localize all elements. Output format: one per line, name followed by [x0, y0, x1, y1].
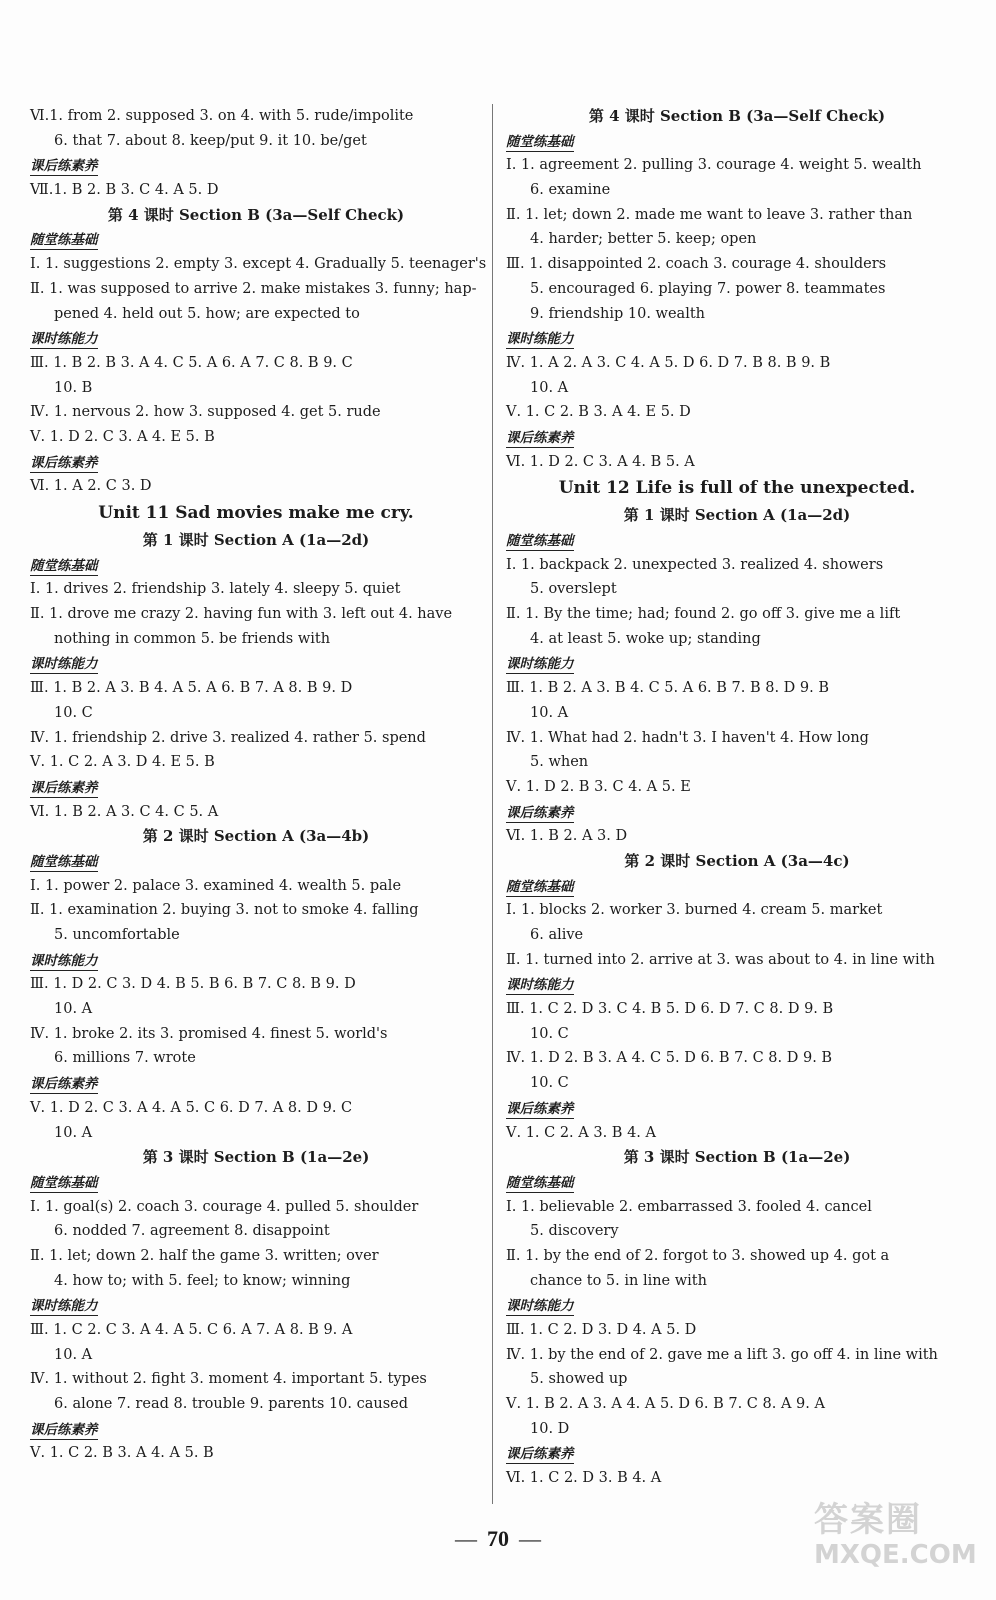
answer-line-continued: 10. A [54, 1346, 93, 1363]
answer-line: Ⅳ. 1. nervous 2. how 3. supposed 4. get 5. rude [30, 404, 381, 421]
answer-line: Ⅰ. 1. drives 2. friendship 3. lately 4. sleepy 5. quiet [30, 581, 401, 598]
answer-line: Ⅳ. 1. broke 2. its 3. promised 4. finest 5. world's [30, 1025, 388, 1042]
answer-line-continued: 5. discovery [530, 1223, 619, 1240]
answer-line: Ⅲ. 1. B 2. A 3. B 4. A 5. A 6. B 7. A 8. B 9. D [30, 680, 353, 697]
section-tag-row [506, 874, 968, 899]
section-tag: 课后练素养 [506, 804, 574, 821]
answer-line-continued: 10. A [54, 1001, 93, 1018]
answer-line: Ⅲ. 1. C 2. C 3. A 4. A 5. C 6. A 7. A 8. B 9. A [30, 1322, 353, 1338]
answer-line: Ⅲ. 1. C 2. D 3. D 4. A 5. D [506, 1322, 697, 1338]
section-tag: 随堂练基础 [30, 853, 98, 870]
answer-line-continued: 9. friendship 10. wealth [530, 305, 705, 322]
section-tag: 随堂练基础 [30, 232, 98, 249]
page-number: 70 [487, 1526, 509, 1551]
answer-line-continued: 10. A [54, 1124, 93, 1141]
answer-line: Ⅴ. 1. C 2. A 3. B 4. A [506, 1124, 656, 1141]
section-tag-row [506, 1441, 968, 1466]
section-tag: 课后练素养 [506, 1100, 574, 1117]
answer-line: Ⅲ. 1. B 2. A 3. B 4. C 5. A 6. B 7. B 8. D 9. B [506, 680, 830, 697]
answer-line: Ⅱ. 1. by the end of 2. forgot to 3. showed up 4. got a [506, 1247, 890, 1264]
right-column [506, 104, 968, 1491]
answer-line-continued: 10. B [54, 379, 93, 396]
answer-line: Ⅴ. 1. C 2. B 3. A 4. A 5. B [30, 1445, 214, 1462]
answer-line-continued: 6. millions 7. wrote [54, 1050, 196, 1067]
lesson-heading: 第 3 课时 Section B (1a—2e) [623, 1148, 851, 1167]
answer-line: Ⅰ. 1. blocks 2. worker 3. burned 4. cream 5. market [506, 902, 883, 919]
page-footer: — 70 — [455, 1526, 541, 1551]
section-tag-row [30, 651, 482, 676]
answer-line: Ⅱ. 1. let; down 2. half the game 3. written; over [30, 1247, 379, 1264]
section-tag: 随堂练基础 [506, 133, 574, 150]
section-tag: 课后练素养 [506, 1446, 574, 1463]
section-tag-row [506, 326, 968, 351]
answer-line: Ⅳ. 1. D 2. B 3. A 4. C 5. D 6. B 7. C 8. D 9. B [506, 1050, 833, 1067]
answer-line: Ⅳ. 1. What had 2. hadn't 3. I haven't 4. How long [506, 729, 869, 746]
lesson-heading: 第 4 课时 Section B (3a—Self Check) [107, 205, 405, 224]
answer-line: Ⅰ. 1. agreement 2. pulling 3. courage 4. weight 5. wealth [506, 157, 922, 174]
section-tag: 课时练能力 [506, 1298, 574, 1315]
watermark-text: 答案圈 [814, 1500, 922, 1540]
section-tag: 随堂练基础 [30, 557, 98, 574]
section-tag-row [30, 1417, 482, 1442]
answer-line: Ⅳ. 1. A 2. A 3. C 4. A 5. D 6. D 7. B 8. B 9. B [506, 354, 831, 371]
section-tag: 课时练能力 [30, 952, 98, 969]
section-tag: 课后练素养 [30, 454, 98, 471]
answer-line: Ⅱ. 1. was supposed to arrive 2. make mistakes 3. funny; hap- [30, 280, 477, 297]
answer-line: Ⅳ. 1. friendship 2. drive 3. realized 4. rather 5. spend [30, 729, 426, 746]
section-tag-row [506, 425, 968, 450]
section-tag: 课时练能力 [30, 656, 98, 673]
answer-line: Ⅴ. 1. C 2. A 3. D 4. E 5. B [30, 754, 215, 771]
section-tag: 课时练能力 [506, 977, 574, 994]
section-tag: 随堂练基础 [506, 1174, 574, 1191]
answer-line-continued: 10. A [530, 379, 569, 396]
section-tag: 课时练能力 [506, 656, 574, 673]
lesson-heading: 第 1 课时 Section A (1a—2d) [623, 506, 851, 525]
section-tag-row [506, 1170, 968, 1195]
section-tag-row [506, 129, 968, 154]
answer-line-continued: 10. A [530, 704, 569, 721]
answer-line-continued: 5. overslept [530, 581, 617, 598]
answer-line: Ⅵ. 1. A 2. C 3. D [30, 478, 152, 495]
answer-line-continued: 10. C [54, 704, 93, 721]
answer-line-continued: 10. D [530, 1420, 570, 1437]
section-tag-row [30, 849, 482, 874]
section-tag-row [30, 227, 482, 252]
section-tag-row [30, 775, 482, 800]
section-tag: 课时练能力 [506, 331, 574, 348]
section-tag-row [506, 1293, 968, 1318]
answer-line: Ⅴ. 1. D 2. B 3. C 4. A 5. E [506, 778, 691, 795]
lesson-heading: 第 3 课时 Section B (1a—2e) [142, 1148, 370, 1167]
answer-line: Ⅵ. 1. D 2. C 3. A 4. B 5. A [506, 453, 695, 470]
answer-line: Ⅰ. 1. backpack 2. unexpected 3. realized 4. showers [506, 556, 884, 573]
section-tag-row [30, 450, 482, 475]
answer-line-continued: chance to 5. in line with [530, 1272, 707, 1289]
section-tag: 随堂练基础 [30, 1174, 98, 1191]
answer-line-continued: 5. showed up [530, 1371, 628, 1388]
answer-line: Ⅵ. 1. B 2. A 3. C 4. C 5. A [30, 803, 219, 820]
answer-line: Ⅱ. 1. turned into 2. arrive at 3. was about to 4. in line with [506, 951, 935, 968]
section-tag-row [506, 528, 968, 553]
section-tag-row [30, 326, 482, 351]
answer-line: Ⅴ. 1. D 2. C 3. A 4. E 5. B [30, 428, 215, 445]
answer-line-continued: 6. that 7. about 8. keep/put 9. it 10. be/get [54, 132, 367, 149]
answer-line-continued: 4. at least 5. woke up; standing [530, 630, 761, 647]
answer-line-continued: 10. C [530, 1075, 569, 1092]
answer-line: Ⅳ. 1. without 2. fight 3. moment 4. important 5. types [30, 1371, 427, 1388]
lesson-heading: 第 2 课时 Section A (3a—4c) [624, 851, 850, 870]
answer-line: Ⅰ. 1. suggestions 2. empty 3. except 4. Gradually 5. teenager's [30, 256, 487, 273]
answer-line: Ⅰ. 1. believable 2. embarrassed 3. fooled 4. cancel [506, 1198, 872, 1215]
answer-line: Ⅰ. 1. goal(s) 2. coach 3. courage 4. pulled 5. shoulder [30, 1198, 419, 1215]
section-tag-row [506, 800, 968, 825]
lesson-heading: 第 2 课时 Section A (3a—4b) [142, 827, 370, 846]
watermark-url: MXQE.COM [814, 1540, 977, 1570]
answer-line: Ⅲ. 1. disappointed 2. coach 3. courage 4. shoulders [506, 256, 887, 273]
unit-title: Unit 11 Sad movies make me cry. [98, 503, 414, 523]
answer-line: Ⅳ. 1. by the end of 2. gave me a lift 3. go off 4. in line with [506, 1346, 938, 1363]
answer-line-continued: 5. encouraged 6. playing 7. power 8. teammates [530, 280, 886, 297]
answer-line: Ⅱ. 1. examination 2. buying 3. not to smoke 4. falling [30, 902, 419, 919]
section-tag: 课后练素养 [30, 1076, 98, 1093]
answer-line: Ⅵ. 1. B 2. A 3. D [506, 828, 628, 845]
section-tag: 课时练能力 [30, 331, 98, 348]
section-tag-row [30, 153, 482, 178]
section-tag-row [30, 553, 482, 578]
answer-line: Ⅰ. 1. power 2. palace 3. examined 4. wealth 5. pale [30, 877, 402, 894]
answer-line-continued: 6. nodded 7. agreement 8. disappoint [54, 1223, 330, 1240]
section-tag-row [30, 948, 482, 973]
answer-line-continued: nothing in common 5. be friends with [54, 630, 331, 647]
section-tag-row [30, 1293, 482, 1318]
answer-line: Ⅲ. 1. D 2. C 3. D 4. B 5. B 6. B 7. C 8. B 9. D [30, 976, 356, 993]
unit-title: Unit 12 Life is full of the unexpected. [558, 478, 916, 499]
answer-line-continued: 4. how to; with 5. feel; to know; winning [54, 1272, 351, 1289]
answer-line: Ⅲ. 1. C 2. D 3. C 4. B 5. D 6. D 7. C 8. D 9. B [506, 1001, 834, 1018]
answer-line-continued: 5. uncomfortable [54, 927, 180, 943]
lesson-heading: 第 1 课时 Section A (1a—2d) [142, 531, 370, 549]
section-tag-row [506, 972, 968, 997]
section-tag-row [30, 1170, 482, 1195]
answer-line-continued: 10. C [530, 1025, 569, 1042]
left-column [30, 104, 487, 1466]
answer-line-continued: pened 4. held out 5. how; are expected to [54, 305, 360, 322]
answer-line: Ⅱ. 1. drove me crazy 2. having fun with 3. left out 4. have [30, 606, 453, 623]
answer-line: Ⅱ. 1. let; down 2. made me want to leave 3. rather than [506, 206, 913, 223]
section-tag: 课后练素养 [30, 158, 98, 175]
answer-line-continued: 5. when [530, 754, 589, 771]
section-tag: 课后练素养 [506, 429, 574, 446]
answer-line-continued: 4. harder; better 5. keep; open [530, 231, 757, 248]
answer-line: Ⅱ. 1. By the time; had; found 2. go off 3. give me a lift [506, 606, 901, 623]
section-tag: 随堂练基础 [506, 878, 574, 895]
answer-line: Ⅶ.1. B 2. B 3. C 4. A 5. D [30, 182, 219, 199]
answer-line: Ⅴ. 1. B 2. A 3. A 4. A 5. D 6. B 7. C 8. A 9. A [506, 1396, 825, 1413]
answer-line-continued: 6. alive [530, 927, 584, 943]
column-divider [492, 104, 493, 1504]
answer-line-continued: 6. examine [530, 182, 611, 199]
answer-line: Ⅲ. 1. B 2. B 3. A 4. C 5. A 6. A 7. C 8. B 9. C [30, 354, 353, 371]
section-tag-row [506, 651, 968, 676]
section-tag: 课后练素养 [30, 779, 98, 796]
lesson-heading: 第 4 课时 Section B (3a—Self Check) [588, 107, 886, 125]
answer-line: Ⅴ. 1. C 2. B 3. A 4. E 5. D [506, 404, 691, 421]
answer-line: Ⅵ.1. from 2. supposed 3. on 4. with 5. rude/impolite [30, 108, 414, 124]
section-tag-row [30, 1071, 482, 1096]
section-tag: 课后练素养 [30, 1421, 98, 1438]
watermark-logo [814, 1500, 977, 1580]
answer-line-continued: 6. alone 7. read 8. trouble 9. parents 10. caused [54, 1396, 409, 1413]
answer-line: Ⅴ. 1. D 2. C 3. A 4. A 5. C 6. D 7. A 8. D 9. C [30, 1099, 353, 1116]
section-tag-row [506, 1096, 968, 1121]
answer-line: Ⅵ. 1. C 2. D 3. B 4. A [506, 1470, 662, 1487]
section-tag: 随堂练基础 [506, 533, 574, 549]
section-tag: 课时练能力 [30, 1298, 98, 1315]
